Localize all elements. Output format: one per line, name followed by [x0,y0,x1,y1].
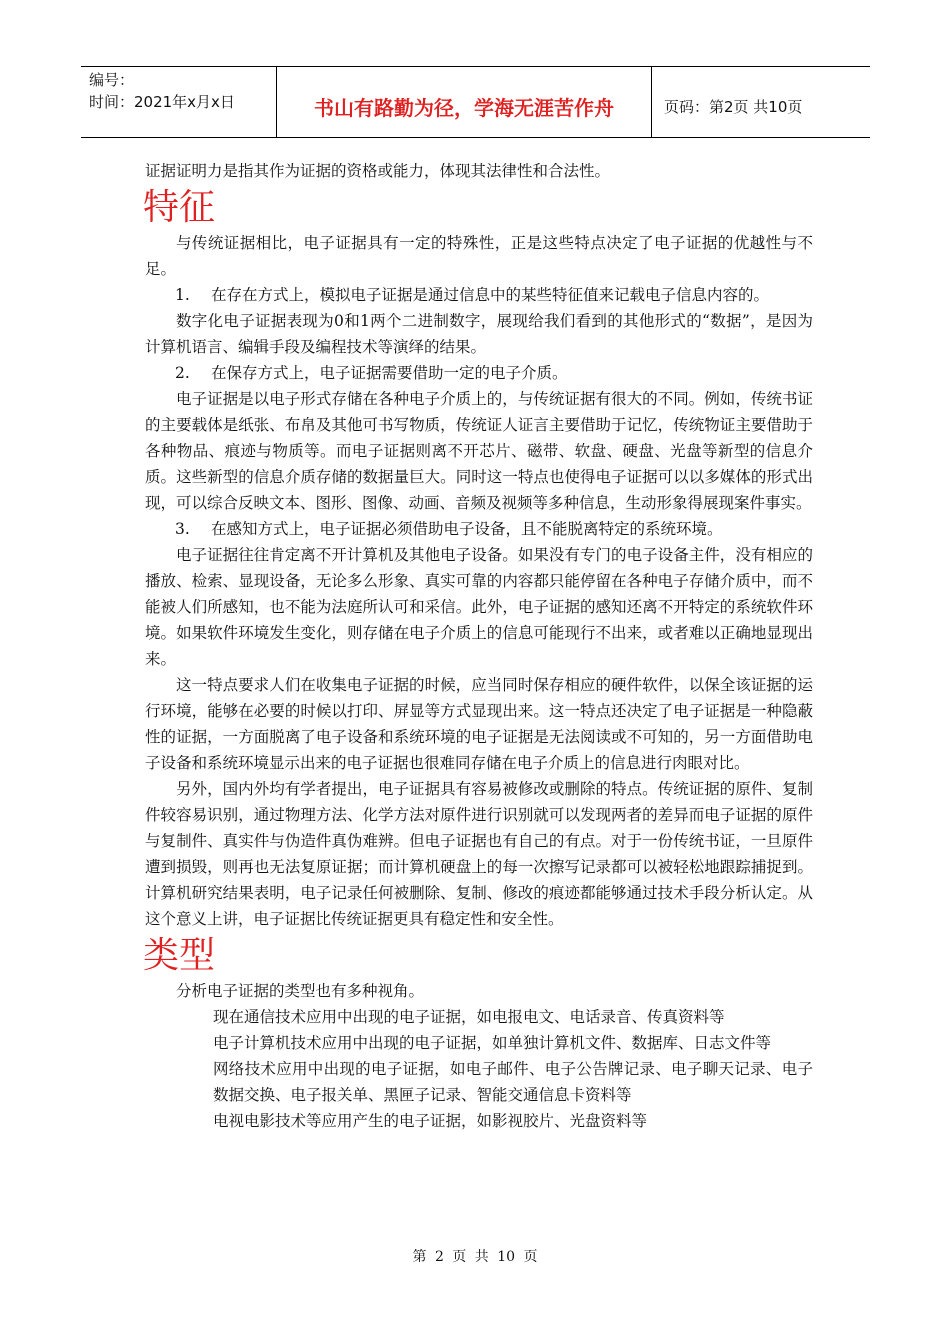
item-number: 2. [175,364,190,382]
paragraph: 分析电子证据的类型也有多种视角。 [176,982,425,1000]
item-text: 在感知方式上，电子证据必须借助电子设备，且不能脱离特定的系统环境。 [211,520,723,538]
paragraph: 电子证据是以电子形式存储在各种电子介质上的，与传统证据有很大的不同。例如，传统书证的主要载体是纸张、布帛及其他可书写物质，传统证人证言主要借助于记忆，传统物证主要借助于各种物品、痕迹与物质等。而电子证据则离不开芯片、磁带、软盘、硬盘、光盘等新型的信息介质。这些新型的信息介质存储的数据量巨大。同时这一特点也使得电子证据可以以多媒体的形式出现，可以综合反映文本、图形、图像、动画、音频及视频等多种信息，生动形象得展现案件事实。 [145,390,813,512]
list-item: 电视电影技术等应用产生的电子证据，如影视胶片、光盘资料等 [213,1112,648,1130]
item-number: 3. [175,520,190,538]
intro-paragraph: 证据证明力是指其作为证据的资格或能力，体现其法律性和合法性。 [145,162,611,180]
page-header [81,66,870,138]
page-footer: 第 2 页 共 10 页 [412,1249,538,1265]
item-text: 在存在方式上，模拟电子证据是通过信息中的某些特征值来记载电子信息内容的。 [211,286,770,304]
document-body [145,158,813,1134]
item-number: 1. [175,286,190,304]
numbered-item-3 [145,516,813,542]
list-item: 电子计算机技术应用中出现的电子证据，如单独计算机文件、数据库、日志文件等 [213,1034,772,1052]
paragraph: 电子证据往往肯定离不开计算机及其他电子设备。如果没有专门的电子设备主件，没有相应的播放、检索、显现设备，无论多么形象、真实可靠的内容都只能停留在各种电子存储介质中，而不能被人们所感知，也不能为法庭所认可和采信。此外，电子证据的感知还离不开特定的系统软件环境。如果软件环境发生变化，则存储在电子介质上的信息可能现行不出来，或者难以正确地显现出来。 [145,546,813,668]
section-heading-types: 类型 [143,935,216,976]
numbered-item-2 [145,360,813,386]
header-page-info: 页码：第2页 共10页 [664,97,803,116]
header-meta [81,67,277,137]
section-heading-features: 特征 [143,187,216,228]
list-item: 网络技术应用中出现的电子证据，如电子邮件、电子公告牌记录、电子聊天记录、电子数据交换、电子报关单、黑匣子记录、智能交通信息卡资料等 [213,1060,813,1104]
header-motto: 书山有路勤为径，学海无涯苦作舟 [277,67,652,137]
paragraph: 这一特点要求人们在收集电子证据的时候，应当同时保存相应的硬件软件，以保全该证据的运行环境，能够在必要的时候以打印、屏显等方式显现出来。这一特点还决定了电子证据是一种隐蔽性的证据，一方面脱离了电子设备和系统环境的电子证据是无法阅读或不可知的，另一方面借助电子设备和系统环境显示出来的电子证据也很难同存储在电子介质上的信息进行肉眼对比。 [145,676,813,772]
item-text: 在保存方式上，电子证据需要借助一定的电子介质。 [211,364,568,382]
number-label: 编号： [89,71,135,89]
paragraph: 另外，国内外均有学者提出，电子证据具有容易被修改或删除的特点。传统证据的原件、复制件较容易识别，通过物理方法、化学方法对原件进行识别就可以发现两者的差异而电子证据的原件与复制件、真实件与伪造件真伪难辨。但电子证据也有自己的有点。对于一份传统书证，一旦原件遭到损毁，则再也无法复原证据；而计算机硬盘上的每一次擦写记录都可以被轻松地跟踪捕捉到。计算机研究结果表明，电子记录任何被删除、复制、修改的痕迹都能够通过技术手段分析认定。从这个意义上讲，电子证据比传统证据更具有稳定性和安全性。 [145,780,813,928]
paragraph: 数字化电子证据表现为0和1两个二进制数字，展现给我们看到的其他形式的“数据”，是因为计算机语言、编辑手段及编程技术等演绎的结果。 [145,312,813,356]
paragraph: 与传统证据相比，电子证据具有一定的特殊性，正是这些特点决定了电子证据的优越性与不足。 [145,234,813,278]
time-label: 时间：2021年x月x日 [89,93,235,111]
list-item: 现在通信技术应用中出现的电子证据，如电报电文、电话录音、传真资料等 [213,1008,725,1026]
numbered-item-1 [145,282,813,308]
